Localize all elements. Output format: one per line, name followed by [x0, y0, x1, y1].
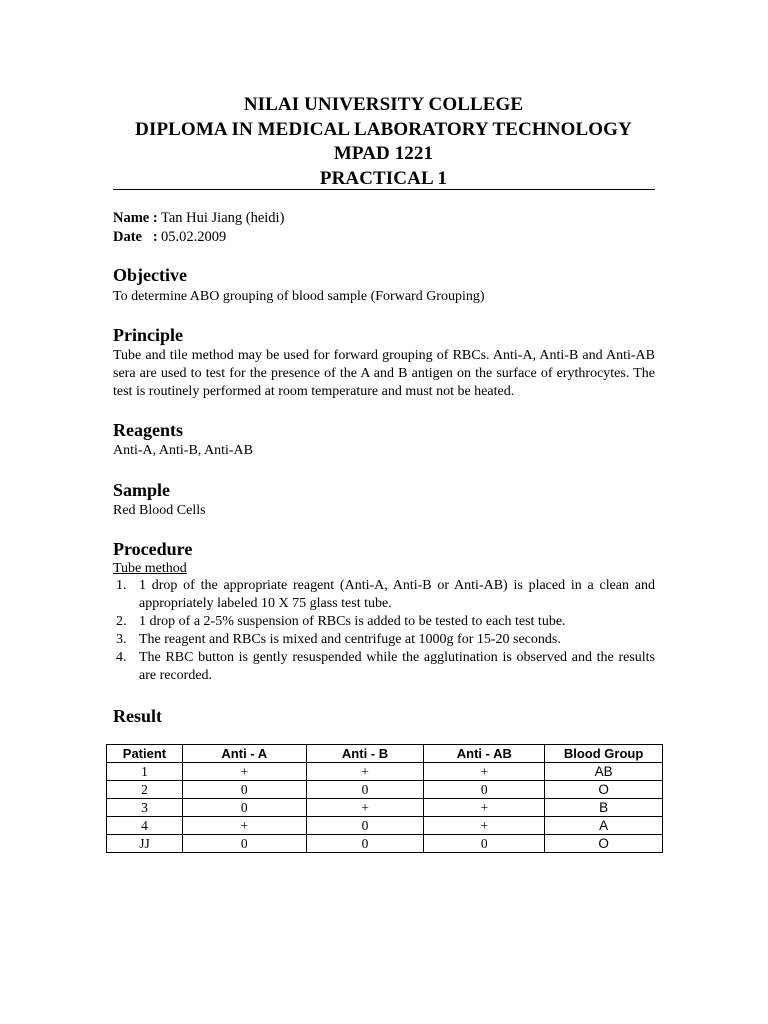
- anti-b-cell: 0: [306, 835, 424, 853]
- table-row: [107, 763, 663, 781]
- patient-cell: 2: [107, 781, 183, 799]
- column-header: Anti - A: [182, 745, 306, 763]
- anti-b-cell: 0: [306, 817, 424, 835]
- header-divider: [113, 189, 655, 190]
- anti-a-cell: +: [182, 763, 306, 781]
- anti-a-cell: 0: [182, 799, 306, 817]
- anti-b-cell: +: [306, 799, 424, 817]
- patient-cell: 3: [107, 799, 183, 817]
- program-name: DIPLOMA IN MEDICAL LABORATORY TECHNOLOGY: [135, 118, 632, 140]
- name-value: Tan Hui Jiang (heidi): [161, 210, 285, 226]
- table-row: [107, 817, 663, 835]
- step-number: 2.: [116, 614, 127, 629]
- anti-a-cell: 0: [182, 781, 306, 799]
- blood-group-cell: B: [545, 799, 663, 817]
- date-label: Date: [113, 229, 142, 245]
- objective-text: To determine ABO grouping of blood sample (Forward Grouping): [113, 289, 485, 304]
- step-text: The RBC button is gently resuspended while the agglutination is observed and the results are recorded.: [139, 650, 655, 683]
- column-header: Anti - B: [306, 745, 424, 763]
- step-text: 1 drop of the appropriate reagent (Anti-A, Anti-B or Anti-AB) is placed in a clean and appropriately labeled 10 X 75 glass test tube.: [139, 578, 655, 611]
- step-number: 1.: [116, 578, 127, 593]
- column-header: Patient: [107, 745, 183, 763]
- anti-ab-cell: +: [424, 799, 545, 817]
- patient-cell: 1: [107, 763, 183, 781]
- list-item: [113, 649, 655, 685]
- tube-method-subheading: Tube method: [113, 561, 187, 576]
- student-info: [113, 209, 284, 247]
- anti-b-cell: 0: [306, 781, 424, 799]
- step-text: 1 drop of a 2-5% suspension of RBCs is added to be tested to each test tube.: [139, 614, 566, 629]
- blood-group-cell: AB: [545, 763, 663, 781]
- step-number: 3.: [116, 632, 127, 647]
- date-row: Date : 05.02.2009: [113, 229, 227, 245]
- anti-ab-cell: +: [424, 763, 545, 781]
- patient-cell: 4: [107, 817, 183, 835]
- column-header: Anti - AB: [424, 745, 545, 763]
- anti-ab-cell: 0: [424, 835, 545, 853]
- anti-a-cell: 0: [182, 835, 306, 853]
- procedure-steps: [113, 577, 655, 685]
- principle-text: Tube and tile method may be used for forward grouping of RBCs. Anti-A, Anti-B and Anti-AB sera are used to test for the presence of the A and B antigen on the surface of erythrocytes. The test is routinely performed at room temperature and must not be heated.: [113, 348, 655, 399]
- blood-group-cell: O: [545, 835, 663, 853]
- table-row: [107, 781, 663, 799]
- patient-cell: JJ: [107, 835, 183, 853]
- sample-text: Red Blood Cells: [113, 503, 206, 518]
- name-label: Name: [113, 210, 150, 226]
- anti-a-cell: +: [182, 817, 306, 835]
- column-header: Blood Group: [545, 745, 663, 763]
- institution-name: NILAI UNIVERSITY COLLEGE: [243, 94, 524, 115]
- principle-heading: Principle: [113, 325, 183, 345]
- practical-title: PRACTICAL 1: [319, 167, 448, 189]
- step-text: The reagent and RBCs is mixed and centrifuge at 1000g for 15-20 seconds.: [139, 632, 561, 647]
- course-code: MPAD 1221: [333, 143, 434, 164]
- objective-heading: Objective: [113, 265, 187, 285]
- procedure-heading: Procedure: [113, 539, 193, 559]
- list-item: [113, 613, 655, 631]
- result-heading: Result: [113, 706, 162, 726]
- result-table: [106, 744, 663, 853]
- anti-ab-cell: +: [424, 817, 545, 835]
- table-row: [107, 835, 663, 853]
- blood-group-cell: A: [545, 817, 663, 835]
- table-header-row: [107, 745, 663, 763]
- date-value: 05.02.2009: [161, 229, 227, 245]
- reagents-text: Anti-A, Anti-B, Anti-AB: [113, 443, 254, 458]
- list-item: [113, 631, 655, 649]
- blood-group-cell: O: [545, 781, 663, 799]
- step-number: 4.: [116, 650, 127, 665]
- anti-ab-cell: 0: [424, 781, 545, 799]
- document-header: [113, 93, 654, 191]
- name-row: Name : Tan Hui Jiang (heidi): [113, 210, 285, 226]
- anti-b-cell: +: [306, 763, 424, 781]
- sample-heading: Sample: [113, 480, 171, 500]
- reagents-heading: Reagents: [113, 420, 183, 440]
- table-row: [107, 799, 663, 817]
- list-item: [113, 577, 655, 613]
